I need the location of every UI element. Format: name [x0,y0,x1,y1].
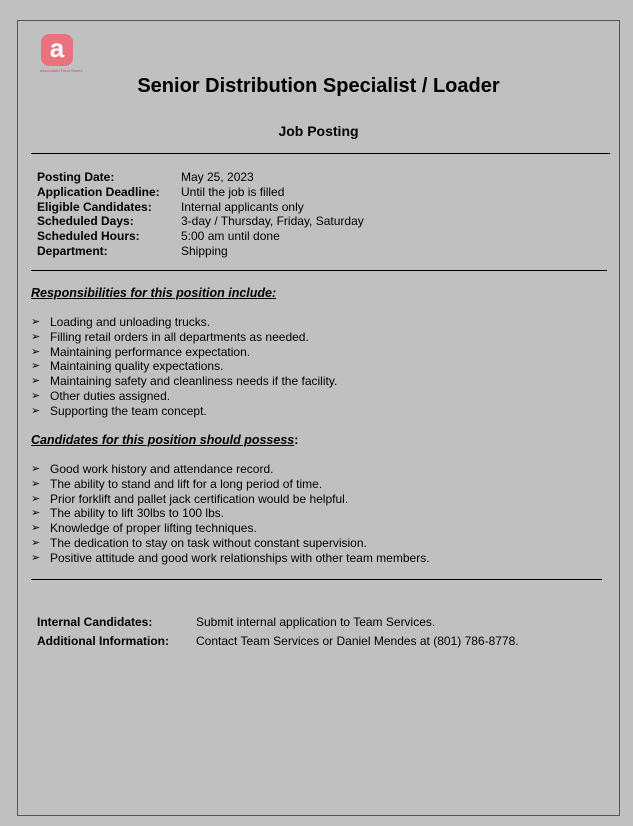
candidates-heading [31,433,298,447]
footer-value: Submit internal application to Team Services. [196,615,436,629]
posting-details [37,170,364,259]
list-item [31,551,430,566]
candidates-heading-colon: : [294,433,299,447]
arrow-bullet-icon: ➢ [31,477,41,490]
detail-row [37,244,364,259]
arrow-bullet-icon: ➢ [31,492,41,505]
list-item [31,389,337,404]
arrow-bullet-icon: ➢ [31,463,41,475]
list-item-text: Knowledge of proper lifting techniques. [50,521,257,536]
detail-label: Department: [37,243,108,258]
candidates-heading-text: Candidates for this position should possess [31,433,295,447]
list-item-text: Good work history and attendance record. [50,462,274,476]
detail-label: Posting Date: [37,170,115,184]
arrow-bullet-icon: ➢ [31,375,41,388]
footer-row [37,613,519,632]
list-item [31,374,337,389]
divider-top [31,153,610,154]
list-item [31,315,337,330]
list-item [31,345,337,360]
list-item [31,477,430,492]
footer-label: Internal Candidates: [37,615,153,629]
list-item [31,492,430,507]
arrow-bullet-icon: ➢ [31,345,41,358]
responsibilities-list [31,315,337,419]
responsibilities-heading [31,286,276,300]
detail-value: Until the job is filled [181,184,285,199]
detail-value: Shipping [181,243,228,258]
list-item-text: Loading and unloading trucks. [50,315,211,329]
detail-label: Scheduled Hours: [37,229,140,244]
list-item-text: Maintaining safety and cleanliness needs if the facility. [50,374,338,389]
detail-value: Internal applicants only [181,199,304,214]
list-item [31,330,337,345]
arrow-bullet-icon: ➢ [31,536,41,549]
arrow-bullet-icon: ➢ [31,404,41,417]
page-subtitle: Job Posting [278,123,359,139]
arrow-bullet-icon: ➢ [31,360,41,373]
list-item [31,506,430,521]
arrow-bullet-icon: ➢ [31,522,41,535]
list-item-text: Maintaining quality expectations. [50,359,224,374]
detail-value: May 25, 2023 [181,170,254,184]
list-item-text: Maintaining performance expectation. [50,344,251,359]
arrow-bullet-icon: ➢ [31,507,41,520]
detail-row [37,170,364,185]
detail-row [37,229,364,244]
company-logo [40,34,84,74]
logo-mark-icon: a [41,34,73,66]
arrow-bullet-icon: ➢ [31,330,41,343]
footer-value: Contact Team Services or Daniel Mendes at (801) 786-8778. [196,634,519,648]
list-item [31,521,430,536]
detail-row [37,200,364,215]
arrow-bullet-icon: ➢ [31,551,41,564]
page-title: Senior Distribution Specialist / Loader [137,75,500,97]
list-item-text: The ability to lift 30lbs to 100 lbs. [50,506,225,521]
list-item-text: Supporting the team concept. [50,403,207,418]
list-item-text: The dedication to stay on task without constant supervision. [50,535,367,550]
detail-label: Scheduled Days: [37,214,134,229]
arrow-bullet-icon: ➢ [31,389,41,402]
list-item [31,404,337,419]
detail-value: 5:00 am until done [181,229,280,244]
detail-label: Eligible Candidates: [37,199,152,214]
footer-row [37,632,519,651]
detail-label: Application Deadline: [37,184,160,199]
detail-row [37,214,364,229]
detail-value: 3-day / Thursday, Friday, Saturday [181,214,364,229]
logo-caption: Associated Food Stores [40,68,83,73]
list-item-text: Prior forklift and pallet jack certification would be helpful. [50,491,349,506]
responsibilities-heading-text: Responsibilities for this position include: [31,286,277,300]
list-item [31,359,337,374]
divider-bottom [31,579,602,580]
application-info [37,613,519,651]
detail-row [37,185,364,200]
list-item-text: Filling retail orders in all departments as needed. [50,329,309,344]
footer-label: Additional Information: [37,634,169,648]
arrow-bullet-icon: ➢ [31,316,41,328]
candidates-list [31,462,430,566]
list-item-text: Positive attitude and good work relationships with other team members. [50,550,430,565]
list-item-text: The ability to stand and lift for a long period of time. [50,476,323,491]
list-item [31,536,430,551]
divider-details [31,270,607,271]
list-item-text: Other duties assigned. [50,388,171,403]
list-item [31,462,430,477]
job-posting-page [17,20,620,816]
